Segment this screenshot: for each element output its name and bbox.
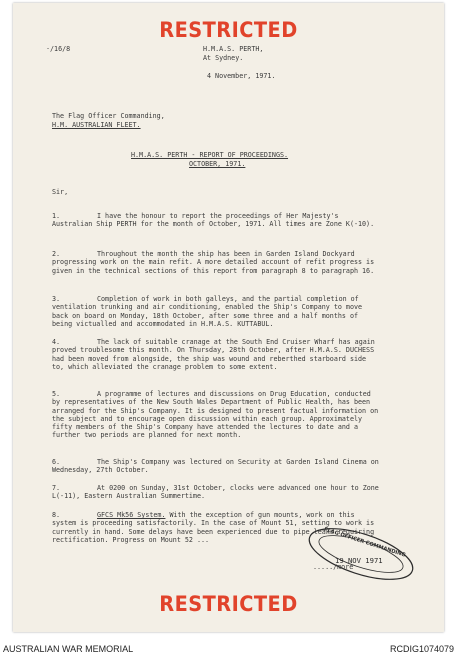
footer-archive-name: AUSTRALIAN WAR MEMORIAL — [3, 644, 134, 654]
seal-date: 19 NOV 1971 — [335, 556, 383, 565]
salutation: Sir, — [52, 188, 69, 196]
paragraph-text: A programme of lectures and discussions on Drug Education, conducted by representatives of the New South Wales Department of Public Health, has been arranged for the Ship's Company. It is designed to present factual information on the subject and to encourage open discussion within each group. Approximately fifty members of the Ship's Company have attended the lectures to date and a further two periods are planned for next month. — [52, 390, 379, 440]
paragraph-3 — [52, 295, 382, 328]
paragraph-text: The Ship's Company was lectured on Security at Garden Island Cinema on Wednesday, 27th October. — [52, 458, 379, 475]
ship-name: H.M.A.S. PERTH, — [203, 45, 264, 53]
paragraph-7 — [52, 484, 382, 501]
paragraph-number: 8. — [52, 511, 61, 519]
restricted-stamp-bottom: RESTRICTED — [159, 592, 298, 616]
letter-date: 4 November, 1971. — [207, 72, 276, 80]
paragraph-text: At 0200 on Sunday, 31st October, clocks were advanced one hour to Zone L(-11), Eastern Australian Summertime. — [52, 484, 379, 501]
subject-line-2: OCTOBER, 1971. — [189, 160, 246, 168]
restricted-stamp-top: RESTRICTED — [159, 18, 298, 42]
subject-line-1: H.M.A.S. PERTH - REPORT OF PROCEEDINGS. — [131, 151, 289, 159]
footer-record-id: RCDIG1074079 — [389, 644, 454, 654]
paragraph-text: The lack of suitable cranage at the South End Cruiser Wharf has again proved troublesome this month. On Thursday, 28th October, after H.M.A.S. DUCHESS had been moved from alongside, the ship was wound and reberthed starboard side to, which alleviated the cranage problem to some extent. — [52, 338, 375, 371]
location: At Sydney. — [203, 54, 244, 62]
paragraph-4 — [52, 338, 382, 371]
paragraph-number: 6. — [52, 458, 61, 466]
addressee-line-2: H.M. AUSTRALIAN FLEET. — [52, 121, 141, 129]
paragraph-5 — [52, 390, 382, 440]
paragraph-text: Throughout the month the ship has been in Garden Island Dockyard progressing work on the main refit. A more detailed account of refit progress is given in the technical sections of this report from paragraph 8 to paragraph 16. — [52, 250, 375, 275]
paragraph-number: 4. — [52, 338, 61, 346]
paragraph-text: With the exception of gun mounts, work on this system is proceeding satisfactorily. In the case of Mount 51, setting to work is currently in hand. Some delays have been experienced due to pipe leaks requiring rectification. Progress on Mount 52 ... — [52, 511, 375, 544]
paragraph-text: I have the honour to report the proceedings of Her Majesty's Australian Ship PERTH for the month of October, 1971. All times are Zone K(-10). — [52, 212, 375, 229]
continuation-marker: ...../more — [313, 563, 354, 571]
addressee-line-1: The Flag Officer Commanding, — [52, 112, 165, 120]
paragraph-number: 1. — [52, 212, 61, 220]
paragraph-1 — [52, 212, 382, 229]
paragraph-number: 7. — [52, 484, 61, 492]
paragraph-2 — [52, 250, 382, 275]
paragraph-number: 2. — [52, 250, 61, 258]
paragraph-6 — [52, 458, 382, 475]
paragraph-text: Completion of work in both galleys, and the partial completion of ventilation trunking and air conditioning, enabled the Ship's Company to move back on board on Monday, 18th October, after some three and a half months of being victualled and accommodated in H.M.A.S. KUTTABUL. — [52, 295, 363, 328]
paragraph-number: 5. — [52, 390, 61, 398]
file-reference: ·/16/8 — [46, 45, 71, 53]
paragraph-number: 3. — [52, 295, 61, 303]
seal-text: FLAG OFFICER COMMANDING — [323, 526, 407, 559]
paragraph-heading: GFCS Mk56 System. — [97, 511, 166, 519]
